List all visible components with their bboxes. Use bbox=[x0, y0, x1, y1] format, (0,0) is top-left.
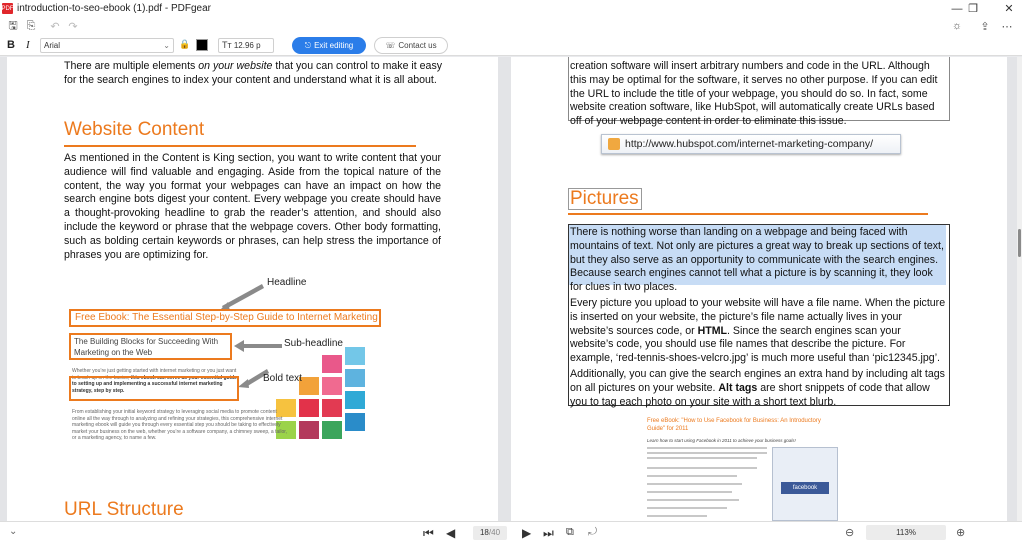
lock-icon[interactable]: 🔒 bbox=[179, 39, 191, 49]
pictures-para-2-bold: HTML bbox=[697, 324, 728, 337]
ebook-title-text: Free Ebook: The Essential Step-by-Step Guide to Internet Marketing bbox=[75, 312, 378, 323]
browser-url-icon bbox=[608, 138, 620, 150]
facebook-book-banner: facebook bbox=[781, 482, 829, 494]
intro-line1-b: that you can control to make it easy bbox=[272, 60, 443, 72]
arrow-sub-head bbox=[234, 340, 244, 352]
intro-line2: for the search engines to index your content and understand what it is all about. bbox=[64, 73, 437, 86]
callout-bold-text: Bold text bbox=[263, 373, 302, 384]
heading-underline bbox=[64, 145, 416, 147]
page-total: /40 bbox=[488, 528, 501, 537]
scroll-thumb[interactable] bbox=[1018, 229, 1021, 257]
pictures-para-3[interactable] bbox=[570, 368, 947, 409]
pictures-para-3-b: are short snippets of code that allow you to tag each photo on your site with a short text blurb. bbox=[570, 381, 930, 408]
restore-button[interactable]: ❐ bbox=[968, 3, 978, 15]
document-viewport[interactable] bbox=[0, 57, 1022, 521]
rotate-page-icon[interactable]: ⤾ bbox=[588, 526, 598, 538]
url-example-text: http://www.hubspot.com/internet-marketing-company/ bbox=[625, 138, 874, 150]
arrow-bold-head bbox=[238, 379, 249, 388]
pdfgear-logo-icon: PDF bbox=[2, 3, 13, 14]
callout-sub-headline: Sub-headline bbox=[284, 338, 343, 349]
pictures-para-2-b: . Since the search engines scan your website’s code, you should use file names that describe the picture. For example, ‘red-tennis-shoes-velcro.jpg’ is much more useful than ‘pic12345.jpg’. bbox=[570, 324, 940, 365]
italic-button[interactable]: I bbox=[26, 39, 30, 51]
status-bar bbox=[0, 521, 1022, 542]
heading-url-structure: URL Structure bbox=[64, 499, 184, 520]
arrow-sub-shaft bbox=[242, 344, 282, 348]
exit-editing-button[interactable] bbox=[292, 37, 366, 54]
figure-para-1-text: Whether you’re just getting started with internet marketing or you just want to brush up on the basics, bbox=[72, 368, 237, 381]
figure-para-2: From establishing your initial keyword strategy to leveraging social media to promote content online all the way through to analyzing and refining your strategies, this comprehensive internet marketing ebook will guide you through every essential step you should be taking to effectively market your business on the web, whether you’re a software company, a chimney sweep, a tailor, or a marketing agency, to name a few. bbox=[72, 409, 288, 441]
url-example-bar bbox=[601, 134, 901, 154]
last-page-icon[interactable]: ⏭ bbox=[543, 526, 554, 540]
sub-headline-text: The Building Blocks for Succeeding With Marketing on the Web bbox=[74, 337, 219, 357]
close-button[interactable]: ✕ bbox=[1004, 3, 1014, 15]
collapse-chevron-icon[interactable]: ⌄ bbox=[9, 526, 18, 537]
pictures-para-1[interactable]: There is nothing worse than landing on a webpage and being faced with mountains of text. Not only are pictures a great way to break up sections of text, but they also serve as an opportunity to communicate with the search engines. Because search engines cannot tell what a picture is by scanning it, they look for clues in two places. bbox=[570, 226, 944, 294]
heading-underline bbox=[568, 213, 928, 215]
pictures-para-2-a: Every picture you upload to your website will have a file name. When the picture is inserted on your website, the picture’s file name actually lives in your website’s sources code, or bbox=[570, 297, 946, 337]
text-color-swatch[interactable] bbox=[196, 39, 208, 51]
intro-text bbox=[64, 60, 444, 88]
font-family-select[interactable] bbox=[40, 38, 174, 53]
intro-emphasis: on your website bbox=[198, 60, 273, 72]
contact-us-label: Contact us bbox=[398, 41, 437, 50]
page-view-icon[interactable]: ⧉ bbox=[566, 526, 574, 538]
ebook-title-box bbox=[69, 309, 381, 327]
more-icon[interactable]: ⋯ bbox=[1001, 20, 1013, 33]
facebook-figure-subtitle: Learn how to start using Facebook in 2011 to achieve your business goals! bbox=[647, 438, 796, 443]
pictures-para-2[interactable] bbox=[570, 297, 947, 366]
minimize-button[interactable]: — bbox=[951, 2, 963, 15]
facebook-figure-title: Free eBook: "How to Use Facebook for Business: An Introductory Guide" for 2011 bbox=[647, 418, 821, 432]
chevron-down-icon: ⌄ bbox=[163, 41, 170, 50]
share-icon[interactable]: ⇪ bbox=[980, 20, 990, 33]
page-current: 18 bbox=[479, 528, 489, 537]
facebook-ebook-figure bbox=[647, 417, 847, 521]
figure-para-1-bold: this ebook can serve as your essential guide to setting up and implementing a successful internet marketing strategy, step by step. bbox=[72, 374, 237, 394]
ebook-example-figure bbox=[62, 275, 402, 465]
pictures-para-3-a: Additionally, you can give the search engines an extra hand by including alt tags on all pictures on your website. bbox=[570, 368, 945, 394]
edit-toolbar bbox=[0, 35, 1022, 56]
bold-button[interactable]: B bbox=[7, 39, 15, 51]
first-page-icon[interactable]: ⏮ bbox=[423, 526, 434, 540]
zoom-level-field[interactable]: 113% bbox=[866, 525, 946, 540]
support-icon: ☏ bbox=[385, 41, 396, 50]
save-icon[interactable]: 🖫 bbox=[8, 19, 18, 32]
window-title: introduction-to-seo-ebook (1).pdf - PDFgear bbox=[17, 3, 211, 14]
redo-icon[interactable]: ↷ bbox=[68, 20, 78, 33]
exit-editing-label: Exit editing bbox=[314, 41, 354, 50]
website-content-body: As mentioned in the Content is King section, you want to write content that your audience will find valuable and engaging. Aside from the topical nature of the content, the way you format your webpages can have an impact on how the search engine bots digest your content. Every webpage you create should have a thought-provoking headline to grab the reader’s attention, and should also include the keyword or phrase that the webpage covers. Other body formatting, such as bolding certain keywords or phrases, can help stress the importance of phrases you are optimizing for. bbox=[64, 152, 441, 261]
pdf-page-left bbox=[7, 57, 498, 521]
font-size-icon: Tт bbox=[222, 40, 232, 50]
callout-headline: Headline bbox=[267, 277, 307, 288]
font-size-value: 12.96 p bbox=[233, 41, 261, 50]
heading-website-content: Website Content bbox=[64, 119, 205, 140]
next-page-icon[interactable]: ▶ bbox=[522, 526, 532, 540]
vertical-scrollbar[interactable] bbox=[1017, 57, 1022, 521]
intro-line1-a: There are multiple elements bbox=[64, 60, 199, 72]
facebook-book-cover bbox=[772, 447, 838, 521]
url-structure-continued: creation software will insert arbitrary numbers and code in the URL. Although this may be optimal for the software, it serves no other purpose. If you can edit the URL to include the title of your webpage, you should do so. In fact, some website creation software, like HubSpot, will automatically create URLs based off of your webpage content in order to eliminate this issue. bbox=[570, 60, 938, 128]
font-family-value: Arial bbox=[44, 41, 61, 50]
zoom-out-icon[interactable]: ⊖ bbox=[845, 527, 855, 539]
pictures-para-3-bold: Alt tags bbox=[718, 381, 758, 394]
heading-pictures: Pictures bbox=[570, 188, 639, 209]
bold-text-box bbox=[69, 376, 239, 401]
prev-page-icon[interactable]: ◀ bbox=[446, 526, 456, 540]
undo-icon[interactable]: ↶ bbox=[50, 20, 60, 33]
exit-icon: ⎋ bbox=[304, 40, 312, 50]
page-number-field[interactable] bbox=[473, 526, 507, 540]
font-size-field[interactable] bbox=[218, 38, 274, 53]
theme-icon[interactable]: ☼ bbox=[951, 20, 963, 32]
quick-toolbar bbox=[0, 17, 1022, 35]
title-bar bbox=[0, 0, 1022, 17]
sub-headline-box bbox=[69, 333, 232, 360]
pdf-page-right bbox=[511, 57, 1007, 521]
contact-us-button[interactable] bbox=[374, 37, 448, 54]
save-as-icon[interactable]: ⎘ bbox=[26, 19, 36, 32]
zoom-in-icon[interactable]: ⊕ bbox=[956, 527, 966, 539]
